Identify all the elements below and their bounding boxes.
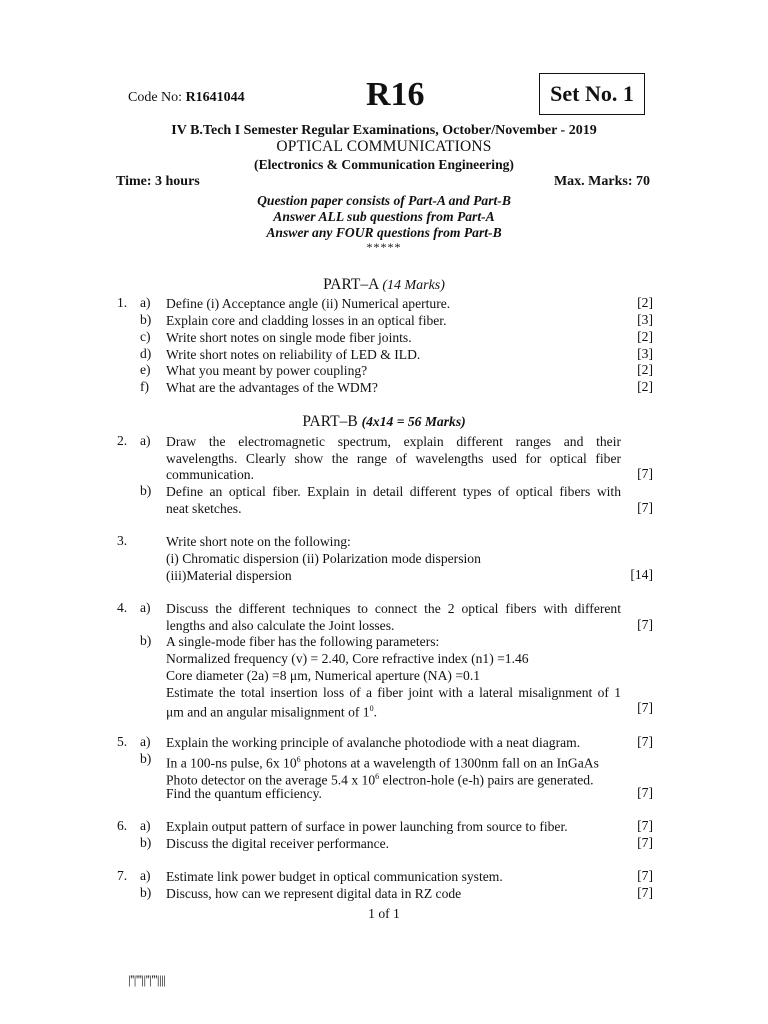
page-number: 1 of 1 <box>368 906 400 921</box>
question-mark: [7] <box>637 818 653 833</box>
sub-question-text: Draw the electromagnetic spectrum, explain different ranges and their <box>166 434 621 449</box>
question-number: 5. <box>117 734 128 749</box>
sub-question-text: A single-mode fiber has the following parameters: <box>166 634 440 649</box>
max-marks: Max. Marks: 70 <box>553 174 650 189</box>
sub-question-text: Discuss, how can we represent digital data in RZ code <box>166 886 462 901</box>
sub-question-text: Explain the working principle of avalanche photodiode with a neat diagram. <box>166 735 581 750</box>
sub-question-text: neat sketches. <box>166 501 242 516</box>
sub-question-text: Normalized frequency (v) = 2.40, Core refractive index (n1) =1.46 <box>166 651 529 666</box>
code-value: R1641044 <box>185 90 245 105</box>
question-mark: [3] <box>637 312 653 327</box>
sub-question-letter: e) <box>140 362 151 377</box>
sub-question-text: What you meant by power coupling? <box>166 363 368 378</box>
regulation-label: R16 <box>366 76 425 113</box>
branch-name: (Electronics & Communication Engineering) <box>254 157 514 172</box>
exam-title: IV B.Tech I Semester Regular Examinations, October/November - 2019 <box>171 123 597 138</box>
text-segment: In a 100-ns pulse, 6x 10 <box>166 755 297 771</box>
sub-question-letter: d) <box>140 346 152 361</box>
sub-question-letter: b) <box>140 483 152 498</box>
sub-question-letter: a) <box>140 868 151 883</box>
question-mark: [3] <box>637 346 653 361</box>
question-mark: [2] <box>637 295 653 310</box>
sub-question-letter: a) <box>140 433 151 448</box>
code-number <box>128 90 245 106</box>
question-mark: [7] <box>637 734 653 749</box>
question-mark: [7] <box>637 617 653 632</box>
sub-question-letter: a) <box>140 295 151 310</box>
sub-question-text: Define (i) Acceptance angle (ii) Numerical aperture. <box>166 296 451 311</box>
question-mark: [7] <box>637 500 653 515</box>
superscript: 6 <box>375 772 380 781</box>
sub-question-text: lengths and also calculate the Joint losses. <box>166 618 395 633</box>
sub-question-letter: b) <box>140 312 152 327</box>
text-segment: electron-hole (e-h) pairs are generated. <box>379 772 594 788</box>
question-mark: [7] <box>637 466 653 481</box>
sub-question-text <box>166 700 621 721</box>
sub-question-letter: b) <box>140 751 152 766</box>
text-segment: . <box>373 704 378 720</box>
time-allowed: Time: 3 hours <box>116 174 200 189</box>
question-mark: [7] <box>637 700 653 715</box>
sub-question-letter: b) <box>140 633 152 648</box>
question-number: 7. <box>117 868 128 883</box>
subject-title: OPTICAL COMMUNICATIONS <box>276 138 492 155</box>
sub-question-text: Define an optical fiber. Explain in detail different types of optical fibers with <box>166 484 621 499</box>
question-number: 3. <box>117 533 128 548</box>
sub-question-text: communication. <box>166 467 254 482</box>
sub-question-text: Explain output pattern of surface in power launching from source to fiber. <box>166 819 568 834</box>
question-mark: [2] <box>637 362 653 377</box>
part-b-title: PART–B <box>302 413 358 430</box>
part-a-marks: (14 Marks) <box>382 278 445 293</box>
question-number: 2. <box>117 433 128 448</box>
text-segment: photons at a wavelength of 1300nm fall on an InGaAs <box>300 755 599 771</box>
superscript: 6 <box>296 755 301 764</box>
question-mark: [14] <box>630 567 653 582</box>
text-segment: μm and an angular misalignment of 1 <box>166 704 370 720</box>
barcode-text: |''|'''||''|'''|||| <box>128 972 166 987</box>
question-text: (iii)Material dispersion <box>166 568 292 583</box>
part-b-marks: (4x14 = 56 Marks) <box>361 414 466 429</box>
instruction-line: Answer ALL sub questions from Part-A <box>273 209 495 224</box>
question-text: Write short note on the following: <box>166 534 351 549</box>
sub-question-text: What are the advantages of the WDM? <box>166 380 378 395</box>
sub-question-text: Estimate the total insertion loss of a fiber joint with a lateral misalignment of 1 <box>166 685 621 700</box>
text-segment: Photo detector on the average 5.4 x 10 <box>166 772 376 788</box>
sub-question-text: Write short notes on reliability of LED & ILD. <box>166 347 421 362</box>
sub-question-letter: b) <box>140 885 152 900</box>
sub-question-letter: a) <box>140 818 151 833</box>
question-number: 1. <box>117 295 128 310</box>
separator-stars: ***** <box>366 240 402 254</box>
instruction-line: Answer any FOUR questions from Part-B <box>266 225 502 240</box>
sub-question-text: Estimate link power budget in optical communication system. <box>166 869 503 884</box>
sub-question-text: Discuss the different techniques to connect the 2 optical fibers with different <box>166 601 621 616</box>
sub-question-letter: f) <box>140 379 150 394</box>
superscript: 0 <box>369 704 374 713</box>
sub-question-letter: b) <box>140 835 152 850</box>
question-mark: [7] <box>637 868 653 883</box>
sub-question-letter: a) <box>140 734 151 749</box>
question-text: (i) Chromatic dispersion (ii) Polarization mode dispersion <box>166 551 481 566</box>
part-b-heading <box>0 413 768 431</box>
code-label: Code No: <box>128 90 186 105</box>
question-mark: [2] <box>637 379 653 394</box>
sub-question-text: Explain core and cladding losses in an optical fiber. <box>166 313 447 328</box>
instruction-line: Question paper consists of Part-A and Part-B <box>257 193 511 208</box>
sub-question-text: wavelengths. Clearly show the range of wavelengths used for optical fiber <box>166 451 621 466</box>
sub-question-letter: a) <box>140 600 151 615</box>
question-number: 4. <box>117 600 128 615</box>
sub-question-text: Core diameter (2a) =8 μm, Numerical aperture (NA) =0.1 <box>166 668 481 683</box>
part-a-heading <box>0 276 768 294</box>
question-mark: [7] <box>637 785 653 800</box>
sub-question-text: Write short notes on single mode fiber joints. <box>166 330 412 345</box>
question-mark: [7] <box>637 835 653 850</box>
sub-question-text: Find the quantum efficiency. <box>166 786 322 801</box>
set-number-box: Set No. 1 <box>539 73 645 115</box>
question-number: 6. <box>117 818 128 833</box>
sub-question-text: Discuss the digital receiver performance. <box>166 836 390 851</box>
question-mark: [2] <box>637 329 653 344</box>
question-mark: [7] <box>637 885 653 900</box>
sub-question-letter: c) <box>140 329 151 344</box>
part-a-title: PART–A <box>323 276 379 293</box>
